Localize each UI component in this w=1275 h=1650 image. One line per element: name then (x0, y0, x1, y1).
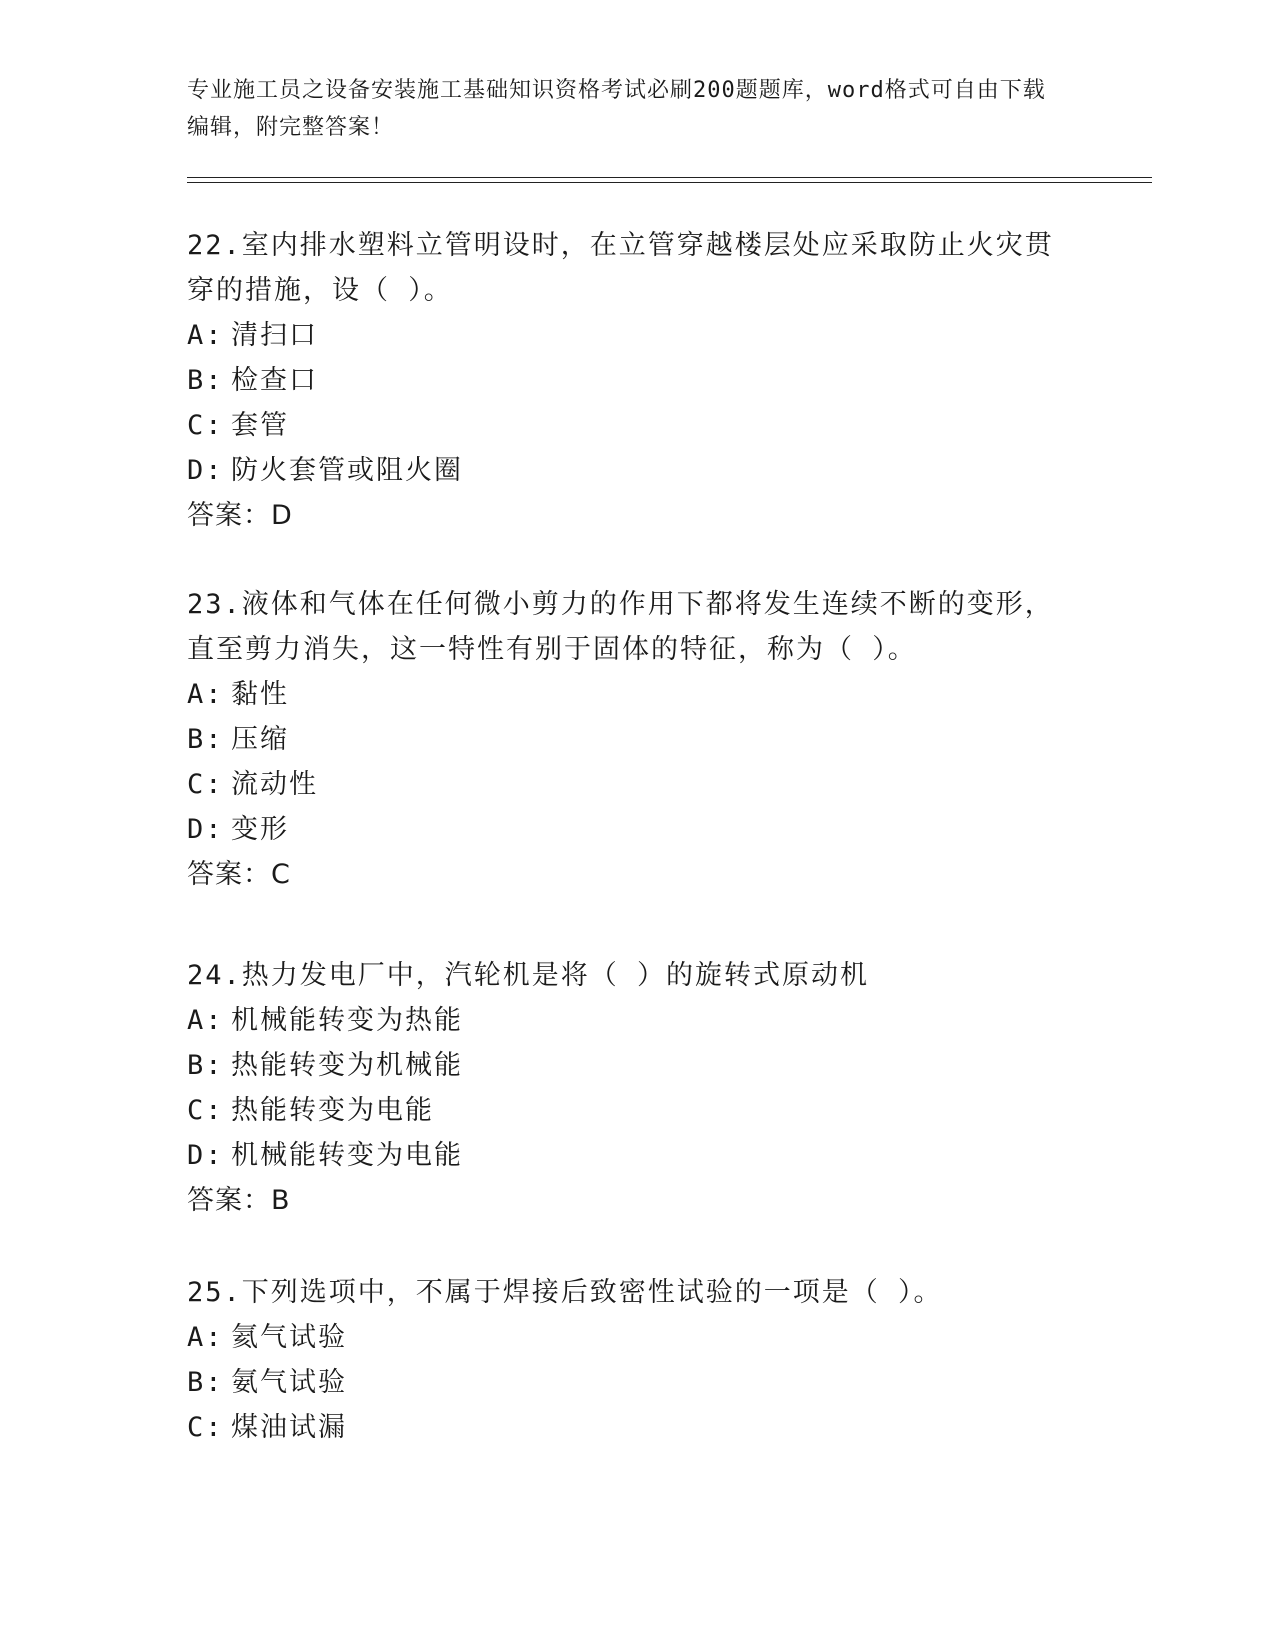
question-number: 23. (187, 589, 242, 620)
option-c (187, 1088, 1067, 1133)
option-d (187, 807, 1067, 852)
option-d (187, 1133, 1067, 1178)
option-text: 氦气试验 (231, 1322, 347, 1353)
option-text: 黏性 (231, 679, 289, 710)
option-letter: D: (187, 455, 224, 486)
answer-value: D (271, 500, 293, 531)
question-body: 热力发电厂中，汽轮机是将（ ）的旋转式原动机 (241, 960, 870, 991)
option-text: 热能转变为电能 (231, 1095, 434, 1126)
question-body: 液体和气体在任何微小剪力的作用下都将发生连续不断的变形，直至剪力消失，这一特性有别于固体的特征，称为（ ）。 (187, 589, 1054, 665)
option-b (187, 1360, 1067, 1405)
option-letter: A: (187, 1322, 224, 1353)
question-24 (187, 953, 1067, 1223)
answer-label: 答案： (187, 859, 271, 890)
option-text: 机械能转变为电能 (231, 1140, 463, 1171)
option-c (187, 762, 1067, 807)
option-text: 防火套管或阻火圈 (231, 455, 463, 486)
option-letter: A: (187, 1005, 224, 1036)
answer-label: 答案： (187, 500, 271, 531)
option-letter: C: (187, 769, 224, 800)
option-a (187, 998, 1067, 1043)
question-number: 24. (187, 960, 242, 991)
option-text: 煤油试漏 (231, 1412, 347, 1443)
option-text: 变形 (231, 814, 289, 845)
option-a (187, 1315, 1067, 1360)
answer-label: 答案： (187, 1185, 271, 1216)
question-22 (187, 223, 1067, 538)
question-25 (187, 1270, 1067, 1450)
question-text (187, 953, 1067, 998)
option-letter: B: (187, 1367, 224, 1398)
question-23 (187, 582, 1067, 897)
option-letter: B: (187, 1050, 224, 1081)
option-text: 检查口 (231, 365, 318, 396)
option-b (187, 358, 1067, 403)
option-letter: A: (187, 679, 224, 710)
option-d (187, 448, 1067, 493)
option-b (187, 717, 1067, 762)
option-text: 流动性 (231, 769, 318, 800)
answer-line (187, 493, 1067, 538)
question-text (187, 582, 1067, 672)
option-a (187, 313, 1067, 358)
option-a (187, 672, 1067, 717)
option-text: 压缩 (231, 724, 289, 755)
option-text: 清扫口 (231, 320, 318, 351)
option-text: 套管 (231, 410, 289, 441)
option-letter: B: (187, 724, 224, 755)
question-body: 室内排水塑料立管明设时，在立管穿越楼层处应采取防止火灾贯穿的措施，设（ ）。 (187, 230, 1054, 306)
option-b (187, 1043, 1067, 1088)
option-letter: A: (187, 320, 224, 351)
option-c (187, 1405, 1067, 1450)
answer-value: C (271, 859, 291, 890)
question-number: 22. (187, 230, 242, 261)
option-letter: B: (187, 365, 224, 396)
question-body: 下列选项中，不属于焊接后致密性试验的一项是（ ）。 (241, 1277, 943, 1308)
option-text: 机械能转变为热能 (231, 1005, 463, 1036)
header-divider-top (187, 177, 1152, 178)
option-letter: D: (187, 1140, 224, 1171)
answer-value: B (271, 1185, 291, 1216)
question-number: 25. (187, 1277, 242, 1308)
option-text: 热能转变为机械能 (231, 1050, 463, 1081)
answer-line (187, 1178, 1067, 1223)
option-letter: C: (187, 1095, 224, 1126)
option-letter: C: (187, 410, 224, 441)
answer-line (187, 852, 1067, 897)
option-c (187, 403, 1067, 448)
question-text (187, 1270, 1067, 1315)
document-header: 专业施工员之设备安装施工基础知识资格考试必刷200题题库，word格式可自由下载编辑，附完整答案！ (187, 78, 1046, 140)
option-letter: D: (187, 814, 224, 845)
option-text: 氨气试验 (231, 1367, 347, 1398)
header-divider-bottom (187, 182, 1152, 183)
option-letter: C: (187, 1412, 224, 1443)
question-text (187, 223, 1067, 313)
